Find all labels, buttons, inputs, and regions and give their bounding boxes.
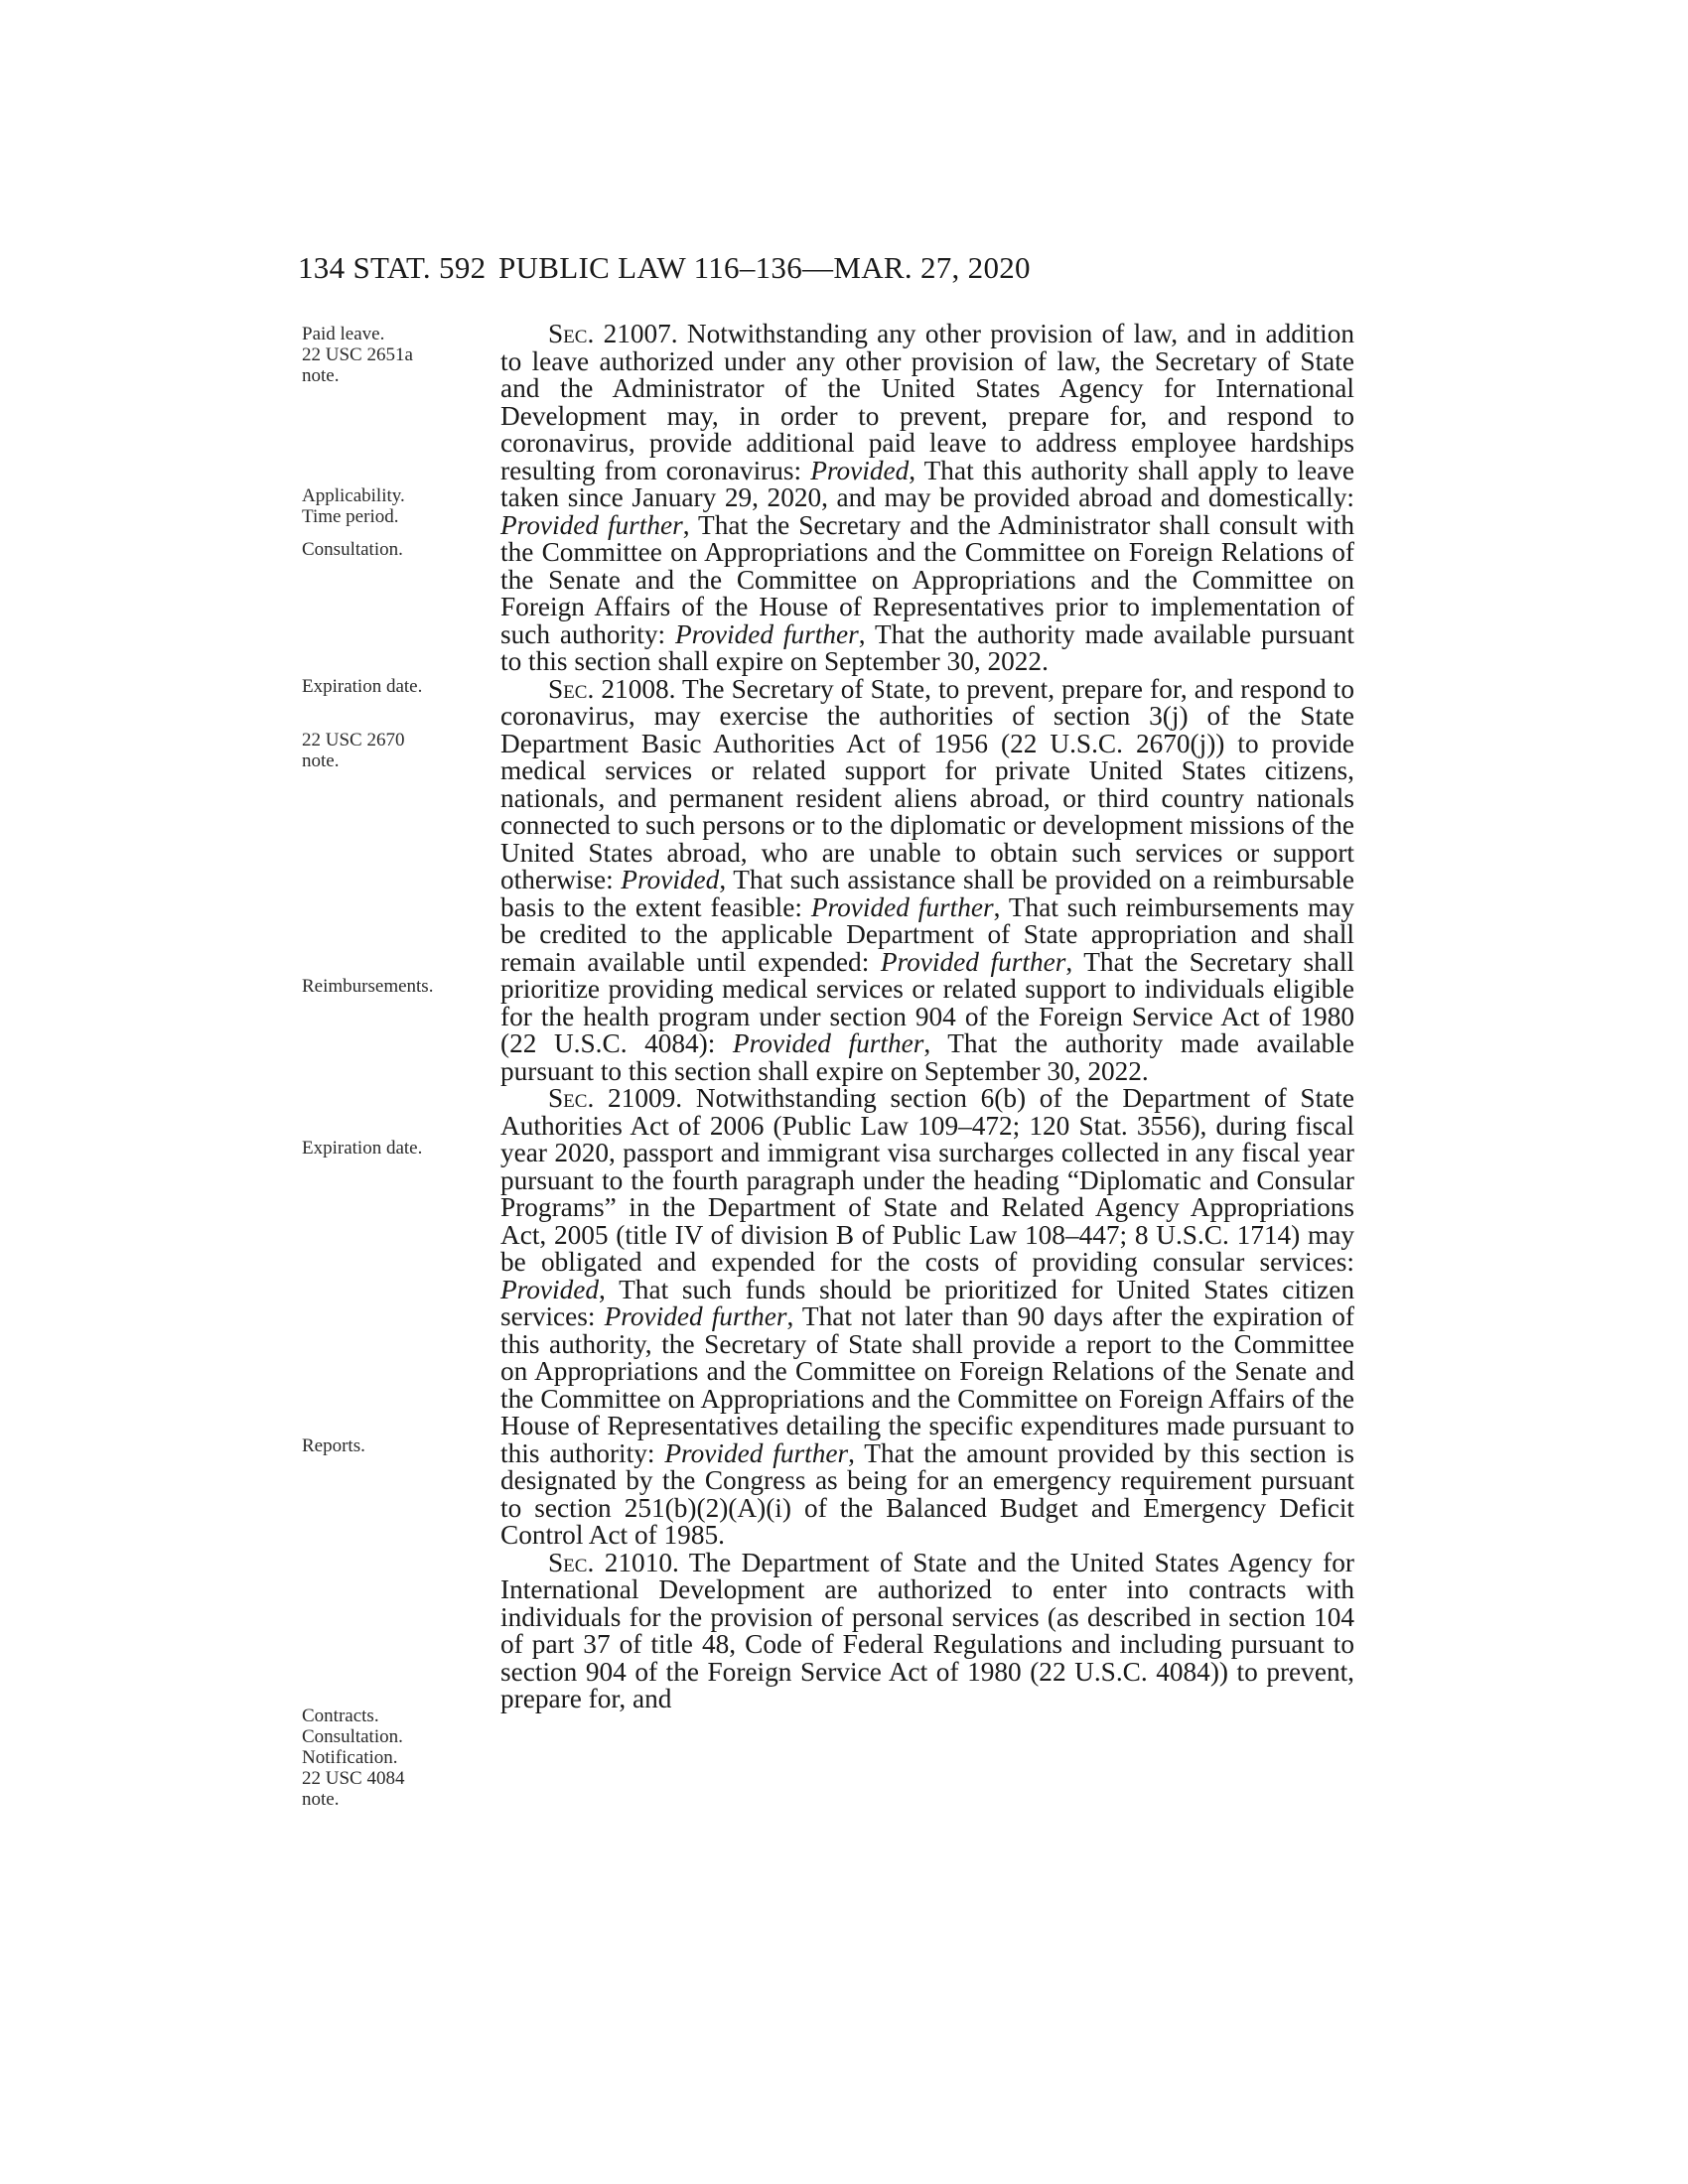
page-reference: 134 STAT. 592 — [298, 250, 487, 285]
section-21010: Sec. 21010. The Department of State and the United States Agency for International Development are authorized to enter into contracts with individuals for the provision of personal services (as described in section 104 of part 37 of title 48, Code of Federal Regulations and including pursuant to section 904 of the Foreign Service Act of 1980 (22 U.S.C. 4084)) to prevent, prepare for, and — [500, 1547, 1354, 1713]
margin-note-reports: Reports. — [302, 1435, 365, 1456]
statute-body — [500, 321, 1354, 1713]
margin-note-expiration-date: Expiration date. — [302, 676, 423, 697]
margin-note-applicability: Applicability. Time period. — [302, 485, 405, 527]
section-21007: Sec. 21007. Notwithstanding any other provision of law, and in addition to leave authorized under any other provision of law, the Secretary of State and the Administrator of the United States Agency for International Development may, in order to prevent, prepare for, and respond to coronavirus, provide additional paid leave to address employee hardships resulting from coronavirus: Provided, That this authority shall apply to leave taken since January 29, 2020, and may be provided abroad and domestically: Provided further, That the Secretary and the Administrator shall consult with the Committee on Appropriations and the Committee on Foreign Relations of the Senate and the Committee on Appropriations and the Committee on Foreign Affairs of the House of Representatives prior to implementation of such authority: Provided further, That the authority made available pursuant to this section shall expire on September 30, 2022. — [500, 319, 1355, 676]
section-21008: Sec. 21008. The Secretary of State, to prevent, prepare for, and respond to coronavirus, may exercise the authorities of section 3(j) of the State Department Basic Authorities Act of 1956 (22 U.S.C. 2670(j)) to provide medical services or related support for private United States citizens, nationals, and permanent resident aliens abroad, or third country nationals connected to such persons or to the diplomatic or development missions of the United States abroad, who are unable to obtain such services or support otherwise: Provided, That such assistance shall be provided on a reimbursable basis to the extent feasible: Provided further, That such reimbursements may be credited to the applicable Department of State appropriation and shall remain available until expended: Provided further, That the Secretary shall prioritize providing medical services or related support to individuals eligible for the health program under section 904 of the Foreign Service Act of 1980 (22 U.S.C. 4084): Provided further, That the authority made available pursuant to this section shall expire on September 30, 2022. — [500, 673, 1355, 1086]
page-title: PUBLIC LAW 116–136—MAR. 27, 2020 — [498, 250, 1031, 285]
margin-note-paid-leave: Paid leave. 22 USC 2651a note. — [302, 324, 413, 386]
margin-note-contracts: Contracts. Consultation. Notification. 22 USC 4084 note. — [302, 1706, 405, 1810]
margin-note-expiration-date: Expiration date. — [302, 1138, 423, 1159]
section-21009: Sec. 21009. Notwithstanding section 6(b) of the Department of State Authorities Act of 2006 (Public Law 109–472; 120 Stat. 3556), during fiscal year 2020, passport and immigrant visa surcharges collected in any fiscal year pursuant to the fourth paragraph under the heading “Diplomatic and Consular Programs” in the Department of State and Related Agency Appropriations Act, 2005 (title IV of division B of Public Law 108–447; 8 U.S.C. 1714) may be obligated and expended for the costs of providing consular services: Provided, That such funds should be prioritized for United States citizen services: Provided further, That not later than 90 days after the expiration of this authority, the Secretary of State shall provide a report to the Committee on Appropriations and the Committee on Foreign Relations of the Senate and the Committee on Appropriations and the Committee on Foreign Affairs of the House of Representatives detailing the specific expenditures made pursuant to this authority: Provided further, That the amount provided by this section is designated by the Congress as being for an emergency requirement pursuant to section 251(b)(2)(A)(i) of the Balanced Budget and Emergency Deficit Control Act of 1985. — [500, 1083, 1355, 1550]
margin-note-reimbursements: Reimbursements. — [302, 976, 434, 997]
margin-note-usc-2670: 22 USC 2670 note. — [302, 730, 405, 771]
margin-note-consultation: Consultation. — [302, 539, 403, 560]
